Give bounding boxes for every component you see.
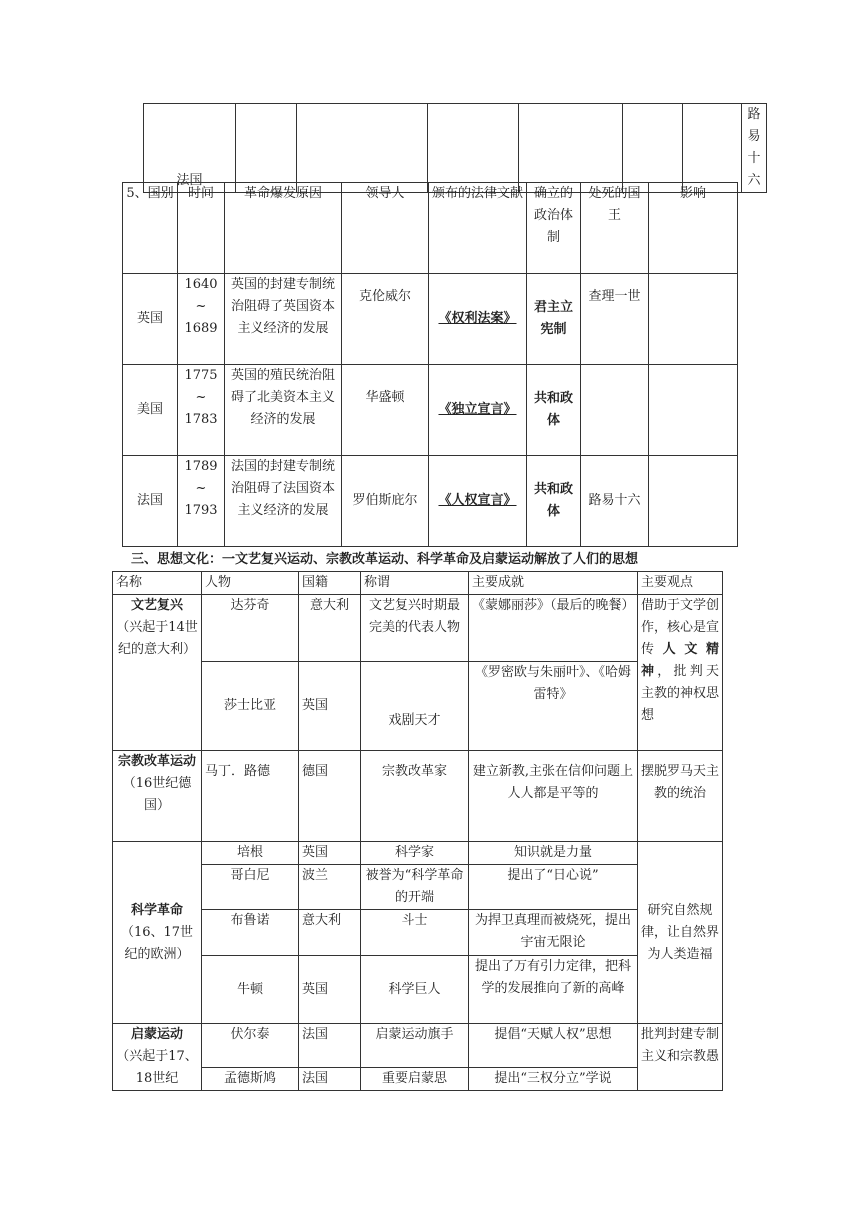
header-nation: 国籍 (299, 572, 361, 595)
row-impact (649, 456, 738, 547)
row-view: 摆脱罗马天主教的统治 (638, 751, 723, 842)
row-nation: 意大利 (299, 910, 361, 956)
header-title: 称谓 (361, 572, 469, 595)
header-view: 主要观点 (638, 572, 723, 595)
row-title: 被誉为“科学革命的开端 (361, 865, 469, 910)
row-system: 共和政体 (527, 365, 581, 456)
table-row (113, 956, 723, 1024)
row-achievement: 提倡“天赋人权”思想 (469, 1024, 638, 1068)
row-leader: 克伦威尔 (342, 274, 429, 365)
row-achievement: 《罗密欧与朱丽叶》、《哈姆雷特》 (469, 662, 638, 751)
row-time: 1640 ~ 1689 (178, 274, 225, 365)
header-leader: 领导人 (342, 183, 429, 274)
category-enlightenment: 启蒙运动 （兴起于17、18世纪 (113, 1024, 202, 1091)
row-view: 研究自然规律，让自然界为人类造福 (638, 842, 723, 1024)
row-achievement: 《蒙娜丽莎》（最后的晚餐） (469, 595, 638, 662)
row-leader: 罗伯斯庇尔 (342, 456, 429, 547)
row-person: 培根 (202, 842, 299, 865)
row-king: 查理一世 (581, 274, 649, 365)
table-row (123, 365, 738, 456)
table-row (113, 910, 723, 956)
table-row (113, 751, 723, 842)
row-system: 君主立宪制 (527, 274, 581, 365)
row-time: 1789 ~ 1793 (178, 456, 225, 547)
row-country: 美国 (123, 365, 178, 456)
row-impact (649, 274, 738, 365)
header-king: 处死的国王 (581, 183, 649, 274)
header-person: 人物 (202, 572, 299, 595)
category-science: 科学革命 （16、17世纪的欧洲） (113, 842, 202, 1024)
header-name: 名称 (113, 572, 202, 595)
table-row (113, 595, 723, 662)
row-nation: 法国 (299, 1068, 361, 1091)
header-time: 时间 (178, 183, 225, 274)
cell-empty (236, 104, 297, 193)
row-title: 科学巨人 (361, 956, 469, 1024)
cell-empty (623, 104, 683, 193)
table-header-row (123, 183, 738, 274)
table-row (113, 865, 723, 910)
row-cause: 英国的封建专制统治阻碍了英国资本主义经济的发展 (225, 274, 342, 365)
cell-empty (428, 104, 519, 193)
header-achievement: 主要成就 (469, 572, 638, 595)
row-title: 科学家 (361, 842, 469, 865)
row-impact (649, 365, 738, 456)
revolutions-table (122, 182, 738, 547)
header-system: 确立的政治体制 (527, 183, 581, 274)
category-reformation: 宗教改革运动 （16世纪德国） (113, 751, 202, 842)
row-country: 英国 (123, 274, 178, 365)
row-king (581, 365, 649, 456)
culture-table (112, 571, 723, 1091)
row-title: 文艺复兴时期最完美的代表人物 (361, 595, 469, 662)
section-heading: 三、思想文化：一文艺复兴运动、宗教改革运动、科学革命及启蒙运动解放了人们的思想 (131, 552, 639, 567)
row-law: 《人权宣言》 (429, 456, 527, 547)
row-person: 伏尔泰 (202, 1024, 299, 1068)
row-person: 哥白尼 (202, 865, 299, 910)
header-country: 5、国别 (123, 183, 178, 274)
row-person: 马丁．路德 (202, 751, 299, 842)
table-row (113, 842, 723, 865)
header-impact: 影响 (649, 183, 738, 274)
table-row (113, 1024, 723, 1068)
header-law: 颁布的法律文献 (429, 183, 527, 274)
row-title: 斗士 (361, 910, 469, 956)
table-row (123, 274, 738, 365)
row-achievement: 提出“三权分立”学说 (469, 1068, 638, 1091)
table-row (123, 456, 738, 547)
row-achievement: 提出了“日心说” (469, 865, 638, 910)
row-nation: 意大利 (299, 595, 361, 662)
row-country: 法国 (123, 456, 178, 547)
table-row (113, 662, 723, 751)
row-title: 宗教改革家 (361, 751, 469, 842)
row-nation: 英国 (299, 662, 361, 751)
top-fragment-table (143, 103, 767, 193)
row-nation: 法国 (299, 1024, 361, 1068)
row-person: 布鲁诺 (202, 910, 299, 956)
row-achievement: 为捍卫真理而被烧死，提出宇宙无限论 (469, 910, 638, 956)
row-law: 《独立宣言》 (429, 365, 527, 456)
cell-empty (297, 104, 428, 193)
row-leader: 华盛顿 (342, 365, 429, 456)
row-nation: 德国 (299, 751, 361, 842)
cell-empty (519, 104, 623, 193)
row-king: 路易十六 (581, 456, 649, 547)
cell-country: 法国 (144, 104, 236, 193)
row-person: 牛顿 (202, 956, 299, 1024)
row-person: 孟德斯鸠 (202, 1068, 299, 1091)
row-title: 重要启蒙思 (361, 1068, 469, 1091)
cell-king: 路易十六 (742, 104, 767, 193)
row-achievement: 建立新教,主张在信仰问题上人人都是平等的 (469, 751, 638, 842)
row-law: 《权利法案》 (429, 274, 527, 365)
row-view: 借助于文学创作，核心是宣传人文精神，批判天主教的神权思想 (638, 595, 723, 751)
row-system: 共和政体 (527, 456, 581, 547)
row-title: 戏剧天才 (361, 662, 469, 751)
row-person: 莎士比亚 (202, 662, 299, 751)
header-cause: 革命爆发原因 (225, 183, 342, 274)
row-cause: 法国的封建专制统治阻碍了法国资本主义经济的发展 (225, 456, 342, 547)
row-time: 1775 ~ 1783 (178, 365, 225, 456)
cell-empty (683, 104, 742, 193)
category-renaissance: 文艺复兴 （兴起于14世纪的意大利） (113, 595, 202, 751)
row-nation: 英国 (299, 956, 361, 1024)
row-nation: 英国 (299, 842, 361, 865)
row-view: 批判封建专制主义和宗教愚 (638, 1024, 723, 1091)
row-achievement: 知识就是力量 (469, 842, 638, 865)
row-achievement: 提出了万有引力定律，把科学的发展推向了新的高峰 (469, 956, 638, 1024)
table-row (113, 1068, 723, 1091)
row-person: 达芬奇 (202, 595, 299, 662)
row-title: 启蒙运动旗手 (361, 1024, 469, 1068)
row-cause: 英国的殖民统治阻碍了北美资本主义经济的发展 (225, 365, 342, 456)
row-nation: 波兰 (299, 865, 361, 910)
table-header-row (113, 572, 723, 595)
